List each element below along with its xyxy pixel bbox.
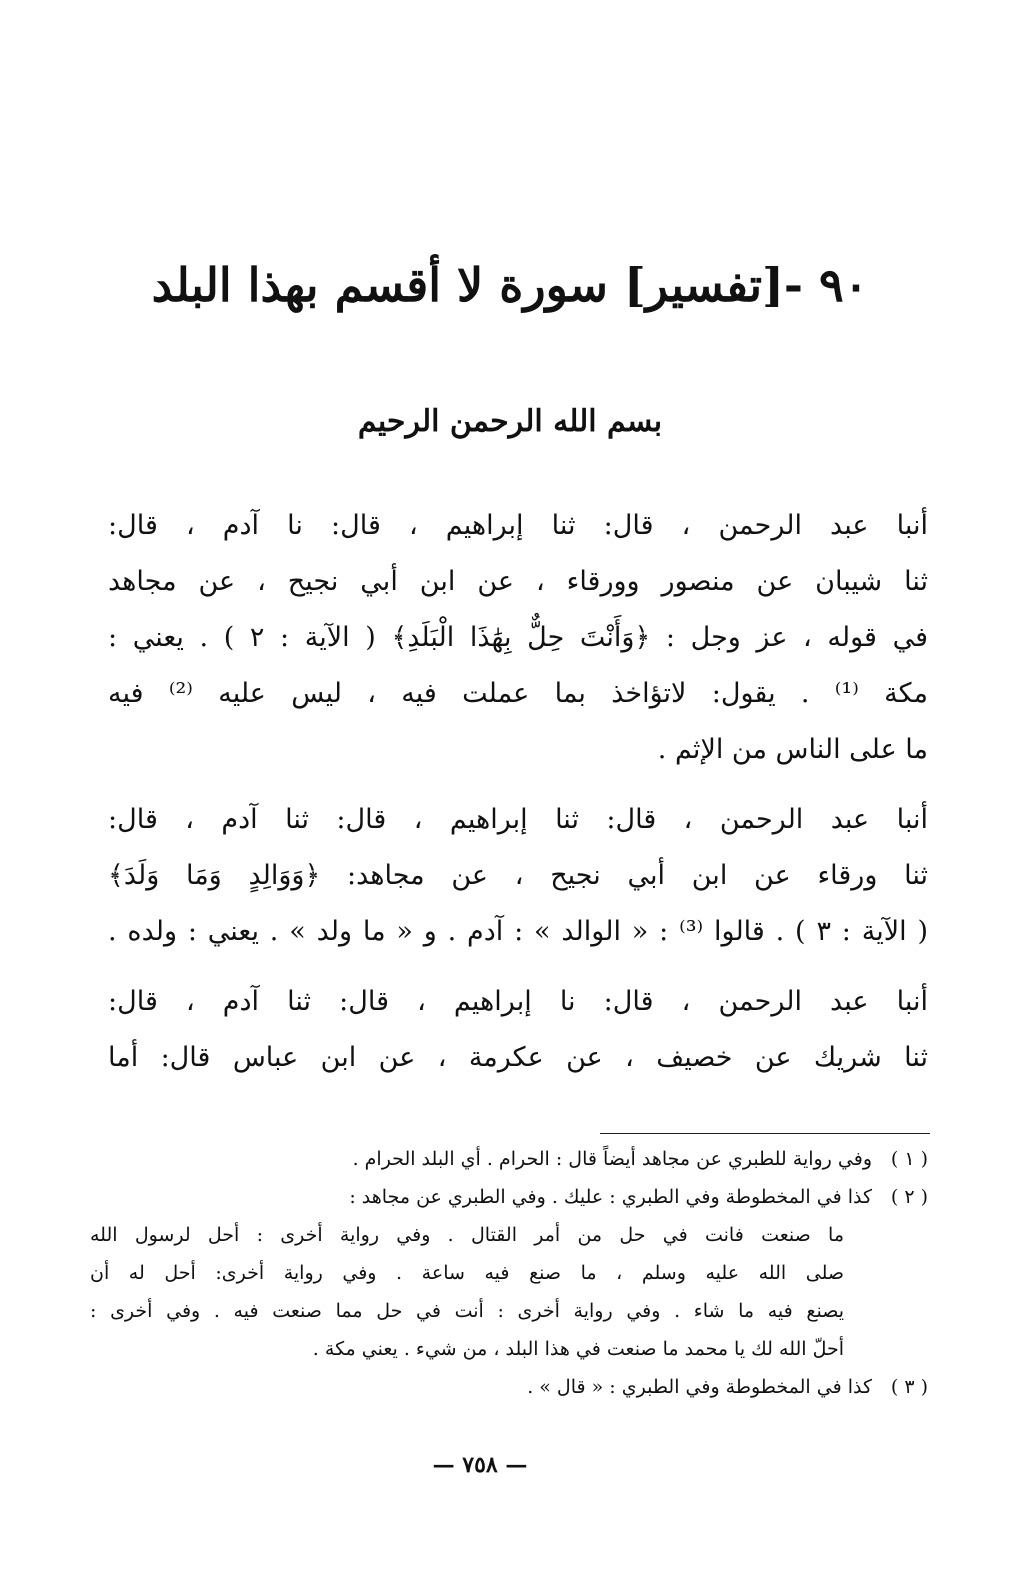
text-line: ثنا شريك عن خصيف ، عن عكرمة ، عن ابن عباس قال: أما [108, 1042, 928, 1073]
text-line: ثنا شيبان عن منصور وورقاء ، عن ابن أبي نجيح ، عن مجاهد [108, 566, 928, 597]
footnote-number: ( ٣ ) [890, 1376, 928, 1398]
footnote-line: أحلّ الله لك يا محمد ما صنعت في هذا البلد ، من شيء . يعني مكة . [312, 1338, 844, 1360]
text-line: في قوله ، عز وجل : ﴿وَأَنْتَ حِلٌّ بِهَٰذَا الْبَلَدِ﴾ ( الآية : ٢ ) . يعني : [108, 622, 928, 653]
basmala: بسم الله الرحمن الرحيم [357, 404, 663, 439]
footnote-number: ( ١ ) [890, 1148, 928, 1170]
paragraph-2 [108, 792, 928, 960]
footnote-text: كذا في المخطوطة وفي الطبري : « قال » . [527, 1376, 872, 1398]
text-line: أنبا عبد الرحمن ، قال: ثنا إبراهيم ، قال: نا آدم ، قال: [108, 510, 928, 541]
paragraph-1 [108, 498, 928, 778]
footnote-3 [90, 1368, 928, 1406]
text-line: ( الآية : ٣ ) . قالوا ⁽³⁾ : « الوالد » : آدم . و « ما ولد » . يعني : ولده . [108, 916, 928, 947]
footnotes [90, 1140, 928, 1406]
text-line: أنبا عبد الرحمن ، قال: ثنا إبراهيم ، قال: ثنا آدم ، قال: [108, 804, 928, 835]
footnote-text: كذا في المخطوطة وفي الطبري : عليك . وفي الطبري عن مجاهد : [349, 1186, 872, 1208]
main-text [108, 498, 928, 1100]
text-line: ما على الناس من الإثم . [657, 734, 928, 765]
footnote-text: وفي رواية للطبري عن مجاهد أيضاً قال : الحرام . أي البلد الحرام . [352, 1148, 872, 1170]
footnote-line [90, 1368, 928, 1406]
footnote-line: ما صنعت فانت في حل من أمر القتال . وفي رواية أخرى : أحل لرسول الله [90, 1224, 844, 1246]
text-line: أنبا عبد الرحمن ، قال: نا إبراهيم ، قال: ثنا آدم ، قال: [108, 986, 928, 1017]
footnote-line: صلى الله عليه وسلم ، ما صنع فيه ساعة . وفي رواية أخرى: أحل له أن [90, 1262, 844, 1284]
footnote-1 [90, 1140, 928, 1178]
footnote-line [90, 1140, 928, 1178]
text-line: ثنا ورقاء عن ابن أبي نجيح ، عن مجاهد: ﴿وَوَالِدٍ وَمَا وَلَدَ﴾ [108, 860, 928, 891]
paragraph-3 [108, 974, 928, 1086]
footnote-number: ( ٢ ) [890, 1186, 928, 1208]
footnote-line [90, 1178, 928, 1216]
text-line: مكة ⁽¹⁾ . يقول: لاتؤاخذ بما عملت فيه ، ليس عليه ⁽²⁾ فيه [108, 678, 929, 709]
page-number: — ٧٥٨ — [432, 1452, 528, 1478]
footnote-2 [90, 1178, 928, 1368]
footnote-divider [600, 1133, 930, 1134]
footnote-line: يصنع فيه ما شاء . وفي رواية أخرى : أنت في حل مما صنعت فيه . وفي أخرى : [90, 1300, 844, 1322]
chapter-title: ٩٠ -[تفسير] سورة لا أقسم بهذا البلد [151, 258, 869, 312]
